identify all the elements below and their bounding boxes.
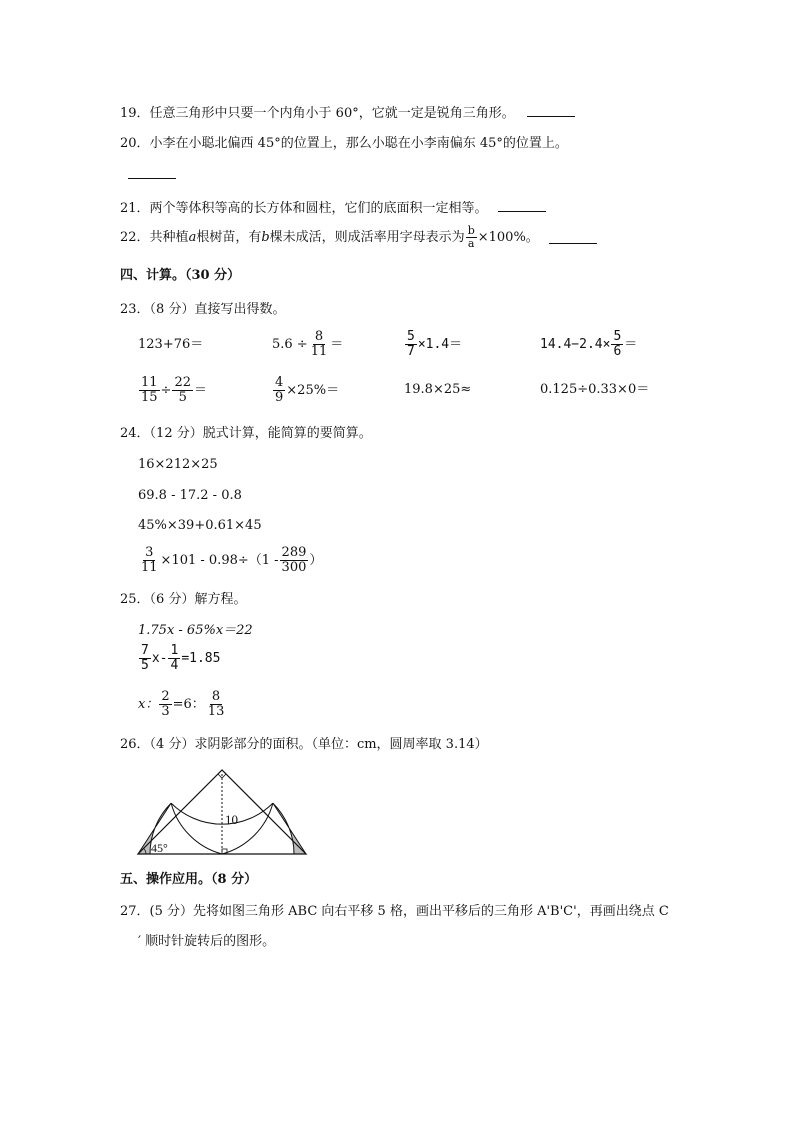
semicircle-arc-right-half [222,803,273,854]
fraction: $\frac{11}{15}$ [141,375,158,405]
var-b: b [261,229,270,245]
equation-25-1: 1.75x - 65%x＝22 [138,623,253,638]
expr-24-2: 69.8 - 17.2 - 0.8 [138,488,242,503]
triangle-shaded-figure [134,764,314,860]
calc-23-5: $\frac{11}{15}$ ÷ $\frac{22}{5}$ ＝ [141,375,208,405]
question-20 [120,136,568,152]
answer-blank-19[interactable] [527,104,575,117]
question-24-head: 24．（12 分）脱式计算，能简算的要简算。 [120,426,372,441]
calc-23-7: 19.8×25≈ [404,382,472,397]
calc-23-3: $\frac{5}{7}$ ×1.4＝ [407,329,463,359]
question-19 [120,104,575,122]
fraction: $\frac{4}{9}$ [275,375,284,405]
calc-23-2: 5.6 ÷ $\frac{8}{11}$ ＝ [272,329,344,359]
equation-25-3: x： $\frac{2}{3}$ =6： $\frac{8}{13}$ [138,689,225,719]
fraction: $\frac{8}{13}$ [207,689,225,719]
expr-24-4: $\frac{3}{11}$ ×101 - 0.98÷（1 - $\frac{289}{300}$ ） [141,545,323,575]
question-21-number: 21． [120,201,150,216]
equation-25-2: $\frac{7}{5}$ x- $\frac{1}{4}$ =1.85 [141,643,221,673]
question-26-head: 26．（4 分）求阴影部分的面积。（单位：cm，圆周率取 3.14） [120,737,488,752]
question-19-text: 任意三角形中只要一个内角小于 60°，它就一定是锐角三角形。 [149,106,515,121]
question-20-text: 小李在小聪北偏西 45°的位置上，那么小聪在小李南偏东 45°的位置上。 [149,136,568,151]
question-19-number: 19． [120,106,150,121]
fraction: $\frac{5}{6}$ [613,329,622,359]
question-22-tail: ×100%。 [477,229,539,245]
fraction-b-over-a: $\frac{b}{a}$ [467,224,475,250]
fraction: $\frac{8}{11}$ [310,329,328,359]
fraction: $\frac{7}{5}$ [141,643,149,673]
answer-blank-20-wrap [128,166,176,184]
answer-blank-22[interactable] [549,231,597,244]
question-22-mid: 根树苗，有 [196,229,262,245]
question-23-head: 23．（8 分）直接写出得数。 [120,302,286,317]
question-27-line2: ′ 顺时针旋转后的图形。 [138,934,276,949]
fraction: $\frac{289}{300}$ [281,545,307,575]
fraction: $\frac{2}{3}$ [161,689,170,719]
shaded-region-right [273,803,306,854]
answer-blank-20[interactable] [128,166,176,179]
section-5-title: 五、操作应用。（8 分） [120,872,258,887]
angle-label: 45° [151,841,168,855]
question-22-post: 棵未成活，则成活率用字母表示为 [269,229,465,245]
expr-24-3: 45%×39+0.61×45 [138,518,262,533]
question-22-number: 22． [120,229,150,245]
fraction: $\frac{1}{4}$ [170,643,179,673]
question-27-line1: 27．(5 分）先将如图三角形 ABC 向右平移 5 格，画出平移后的三角形 A'B'C'，再画出绕点 C [120,904,669,919]
semicircle-arc-left-half [171,803,222,854]
expr-24-1: 16×212×25 [138,457,218,472]
section-4-title: 四、计算。（30 分） [120,268,241,283]
calc-23-1: 123+76＝ [138,337,204,352]
question-20-number: 20． [120,136,150,151]
question-21 [120,199,546,217]
calc-23-8: 0.125÷0.33×0＝ [540,382,650,397]
calc-23-4: 14.4−2.4× $\frac{5}{6}$ ＝ [540,329,638,359]
var-a: a [188,229,197,245]
question-22 [120,225,597,250]
fraction: $\frac{22}{5}$ [174,375,191,405]
calc-23-6: $\frac{4}{9}$ ×25%＝ [275,375,340,405]
fraction: $\frac{3}{11}$ [141,545,158,575]
question-25-head: 25．（6 分）解方程。 [120,592,247,607]
answer-blank-21[interactable] [498,199,546,212]
fraction: $\frac{5}{7}$ [407,329,415,359]
question-21-text: 两个等体积等高的长方体和圆柱，它们的底面积一定相等。 [149,201,488,216]
height-label: 10 [225,812,238,827]
question-22-pre: 共种植 [149,229,189,245]
